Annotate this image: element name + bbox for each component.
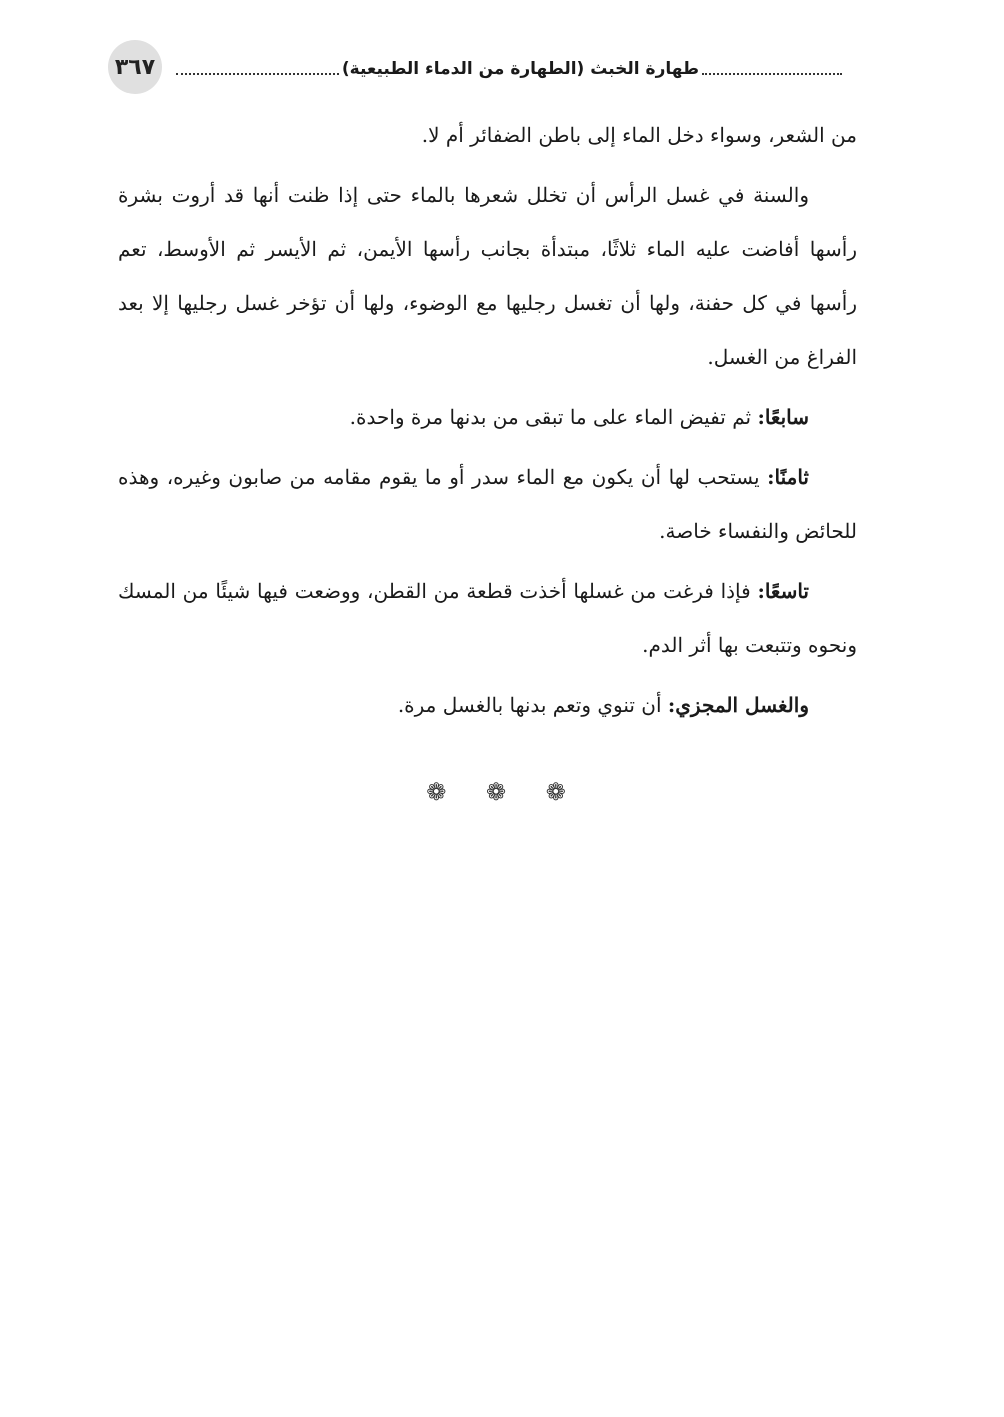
paragraph-seventh — [118, 390, 857, 444]
page-number: ٣٦٧ — [108, 40, 162, 94]
paragraph-lead: سابعًا: — [757, 405, 809, 429]
dotted-leader-right — [702, 73, 842, 75]
page-body — [118, 108, 857, 738]
paragraph-text: ثم تفيض الماء على ما تبقى من بدنها مرة واحدة. — [349, 405, 758, 429]
paragraph-text: أن تنوي وتعم بدنها بالغسل مرة. — [397, 693, 668, 717]
paragraph-text: يستحب لها أن يكون مع الماء سدر أو ما يقوم مقامه من صابون وغيره، وهذه للحائض والنفساء خاصة. — [118, 465, 857, 543]
dotted-leader-left — [176, 73, 339, 75]
flower-ornament-icon: ❁ — [485, 778, 519, 806]
page-header — [108, 40, 856, 96]
paragraph-sufficient-washing — [118, 678, 857, 732]
paragraph-ninth — [118, 564, 857, 672]
paragraph-head-washing — [118, 168, 857, 384]
paragraph-lead: تاسعًا: — [757, 579, 809, 603]
paragraph-text: فإذا فرغت من غسلها أخذت قطعة من القطن، ووضعت فيها شيئًا من المسك ونحوه وتتبعت بها أثر الدم. — [118, 579, 857, 657]
paragraph-lead: ثامنًا: — [767, 465, 809, 489]
paragraph-continuation — [118, 108, 857, 162]
flower-ornament-icon: ❁ — [426, 778, 459, 806]
flower-ornament-icon: ❁ — [545, 778, 578, 806]
chapter-title: طهارة الخبث (الطهارة من الدماء الطبيعية) — [341, 59, 699, 79]
paragraph-lead: والغسل المجزي: — [667, 693, 809, 717]
paragraph-eighth — [118, 450, 857, 558]
paragraph-text: والسنة في غسل الرأس أن تخلل شعرها بالماء حتى إذا ظنت أنها قد أروت بشرة رأسها أفاضت عليه الماء ثلاثًا، مبتدأة بجانب رأسها الأيمن، ثم الأيسر ثم الأوسط، تعم رأسها في كل حفنة، ولها أن تغسل رجليها مع الوضوء، ولها أن تؤخر غسل رجليها إلا بعد الفراغ من الغسل. — [118, 183, 857, 369]
running-head — [176, 54, 842, 84]
section-end-ornaments — [0, 778, 1004, 806]
paragraph-text: من الشعر، وسواء دخل الماء إلى باطن الضفائر أم لا. — [421, 123, 857, 147]
